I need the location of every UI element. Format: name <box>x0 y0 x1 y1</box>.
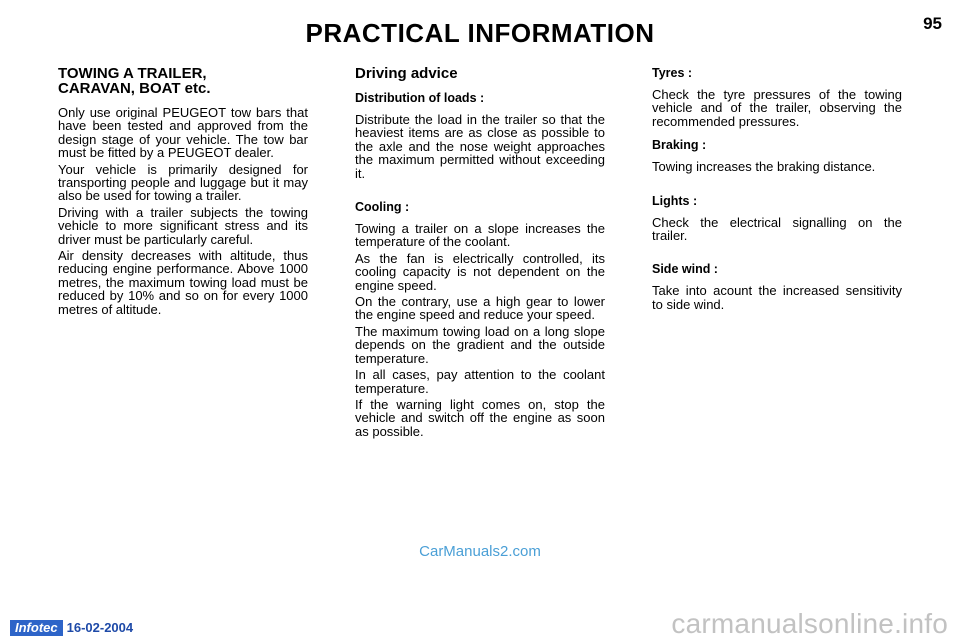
distribution-heading: Distribution of loads : <box>355 91 485 105</box>
watermark-link[interactable]: CarManuals2.com <box>419 543 541 560</box>
tyres-heading: Tyres : <box>652 66 693 80</box>
footer-site-watermark: carmanualsonline.info <box>671 608 948 639</box>
towing-heading-line1: TOWING A TRAILER, <box>58 65 207 82</box>
towing-paragraph: Driving with a trailer subjects the towing vehicle to more significant stress and its driver must be particularly careful. <box>58 204 308 247</box>
distribution-text: Distribute the load in the trailer so that the heaviest items are as close as possible to the axle and the nose weight approaches the maximum permitted without exceeding it. <box>355 112 605 181</box>
cooling-paragraph: If the warning light comes on, stop the vehicle and switch off the engine as soon as possible. <box>355 396 605 439</box>
braking-heading: Braking : <box>652 138 707 153</box>
checks-column <box>652 66 902 314</box>
cooling-paragraph: Towing a trailer on a slope increases the temperature of the coolant. <box>355 221 605 250</box>
side-wind-text: Take into acount the increased sensitivity to side wind. <box>652 283 902 312</box>
cooling-heading: Cooling : <box>355 200 410 215</box>
towing-heading <box>58 66 308 96</box>
infotec-logo: Infotec <box>10 620 63 636</box>
footer-brand <box>10 619 133 636</box>
driving-advice-heading: Driving advice <box>355 65 458 82</box>
cooling-paragraph: In all cases, pay attention to the coolant temperature. <box>355 367 605 396</box>
page-number: 95 <box>923 14 942 33</box>
cooling-paragraph: The maximum towing load on a long slope depends on the gradient and the outside temperature. <box>355 323 605 366</box>
towing-paragraph: Your vehicle is primarily designed for transporting people and luggage but it may also be used for towing a trailer. <box>58 161 308 204</box>
tyres-text: Check the tyre pressures of the towing vehicle and of the trailer, observing the recommended pressures. <box>652 87 902 129</box>
braking-text: Towing increases the braking distance. <box>652 159 876 175</box>
lights-text: Check the electrical signalling on the trailer. <box>652 214 902 244</box>
lights-heading: Lights : <box>652 193 698 208</box>
towing-heading-line2: CARAVAN, BOAT etc. <box>58 80 211 97</box>
towing-column <box>58 66 308 319</box>
cooling-paragraph: On the contrary, use a high gear to lower the engine speed and reduce your speed. <box>355 294 605 323</box>
driving-advice-column <box>355 66 605 441</box>
side-wind-heading: Side wind : <box>652 262 718 277</box>
footer-date: 16-02-2004 <box>66 620 134 635</box>
cooling-paragraph: As the fan is electrically controlled, its cooling capacity is not dependent on the engine speed. <box>355 250 605 293</box>
towing-paragraph: Only use original PEUGEOT tow bars that have been tested and approved from the design stage of your vehicle. The tow bar must be fitted by a PEUGEOT dealer. <box>58 105 308 161</box>
towing-paragraph: Air density decreases with altitude, thus reducing engine performance. Above 1000 metres, the maximum towing load must be reduced by 10% and so on for every 1000 metres of altitude. <box>58 248 308 317</box>
page-title: PRACTICAL INFORMATION <box>305 18 655 48</box>
